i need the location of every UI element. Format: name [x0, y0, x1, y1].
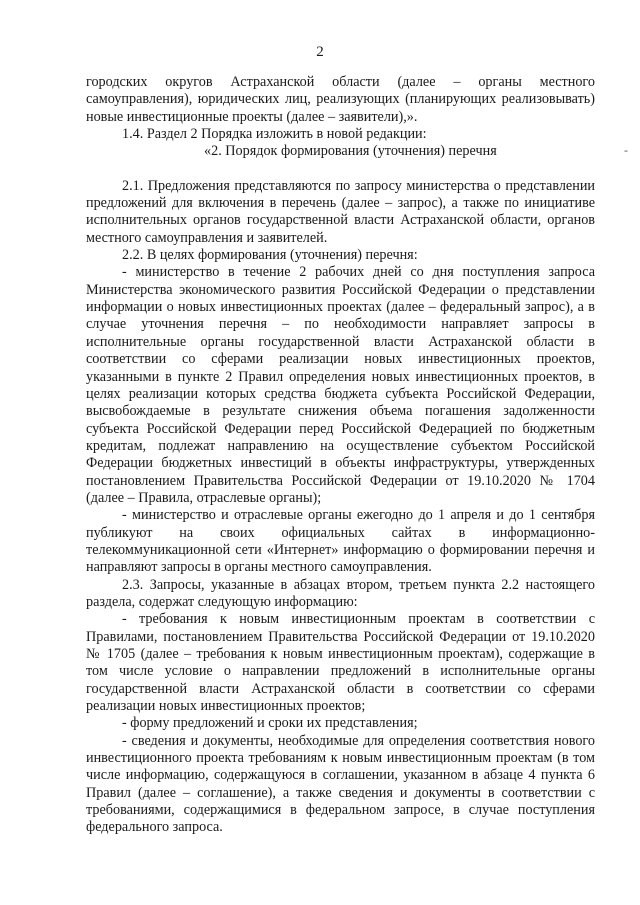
paragraph-2-3-item-2: - форму предложений и сроки их представления;: [122, 715, 418, 732]
section-heading: «2. Порядок формирования (уточнения) перечня: [204, 143, 497, 160]
paragraph-2-2: 2.2. В целях формирования (уточнения) перечня:: [122, 247, 418, 264]
paragraph-2-3-item-3: - сведения и документы, необходимые для определения соответствия нового инвестиционного проекта требованиям к новым инвестиционным проектам (в том числе информацию, содержащуюся в соглашении, указанном в абзаце 4 пункта 6 Правил (далее – соглашение), а также сведения и документы в соответствии с требованиями, содержащимися в федеральном запросе, в случае поступления федерального запроса.: [86, 732, 595, 836]
paragraph-continuation: городских округов Астраханской области (далее – органы местного самоуправления), юридических лиц, реализующих (планирующих реализовывать) новые инвестиционные проекты (далее – заявители),».: [86, 74, 595, 125]
paragraph-clause-1-4: 1.4. Раздел 2 Порядка изложить в новой редакции:: [122, 126, 427, 143]
document-text: [86, 74, 595, 837]
paragraph-2-2-item-2: - министерство и отраслевые органы ежегодно до 1 апреля и до 1 сентября публикуют на своих официальных сайтах в информационно-телекоммуникационной сети «Интернет» информацию о формировании перечня и направляют запросы в органы местного самоуправления.: [86, 507, 595, 576]
paragraph-2-3: 2.3. Запросы, указанные в абзацах втором, третьем пункта 2.2 настоящего раздела, содержат следующую информацию:: [86, 576, 595, 610]
page-number: 2: [316, 44, 324, 60]
margin-mark: -: [624, 143, 628, 157]
paragraph-2-2-item-1: - министерство в течение 2 рабочих дней со дня поступления запроса Министерства экономического развития Российской Федерации о представлении информации о новых инвестиционных проектах (далее – федеральный запрос), а в случае уточнения перечня – по необходимости направляет запросы в исполнительные органы государственной власти Астраханской области в соответствии со сферами реализации новых инвестиционных проектов, указанными в пункте 2 Правил определения новых инвестиционных проектов, в целях реализации которых средства бюджета субъекта Российской Федерации, высвобождаемые в результате снижения объема погашения задолженности субъекта Российской Федерации перед Российской Федерацией по бюджетным кредитам, подлежат направлению на осуществление субъектом Российской Федерации бюджетных инвестиций в объекты инфраструктуры, утвержденных постановлением Правительства Российской Федерации от 19.10.2020 № 1704 (далее – Правила, отраслевые органы);: [86, 264, 595, 506]
paragraph-2-1: 2.1. Предложения представляются по запросу министерства о представлении предложений для включения в перечень (далее – запрос), а также по инициативе исполнительных органов государственной власти Астраханской области, органов местного самоуправления и заявителей.: [86, 177, 595, 246]
paragraph-2-3-item-1: - требования к новым инвестиционным проектам в соответствии с Правилами, постановлением Правительства Российской Федерации от 19.10.2020 № 1705 (далее – требования к новым инвестиционным проектам), содержащие в том числе условие о направлении предложений в исполнительные органы государственной власти Астраханской области в соответствии со сферами реализации новых инвестиционных проектов;: [86, 611, 595, 715]
